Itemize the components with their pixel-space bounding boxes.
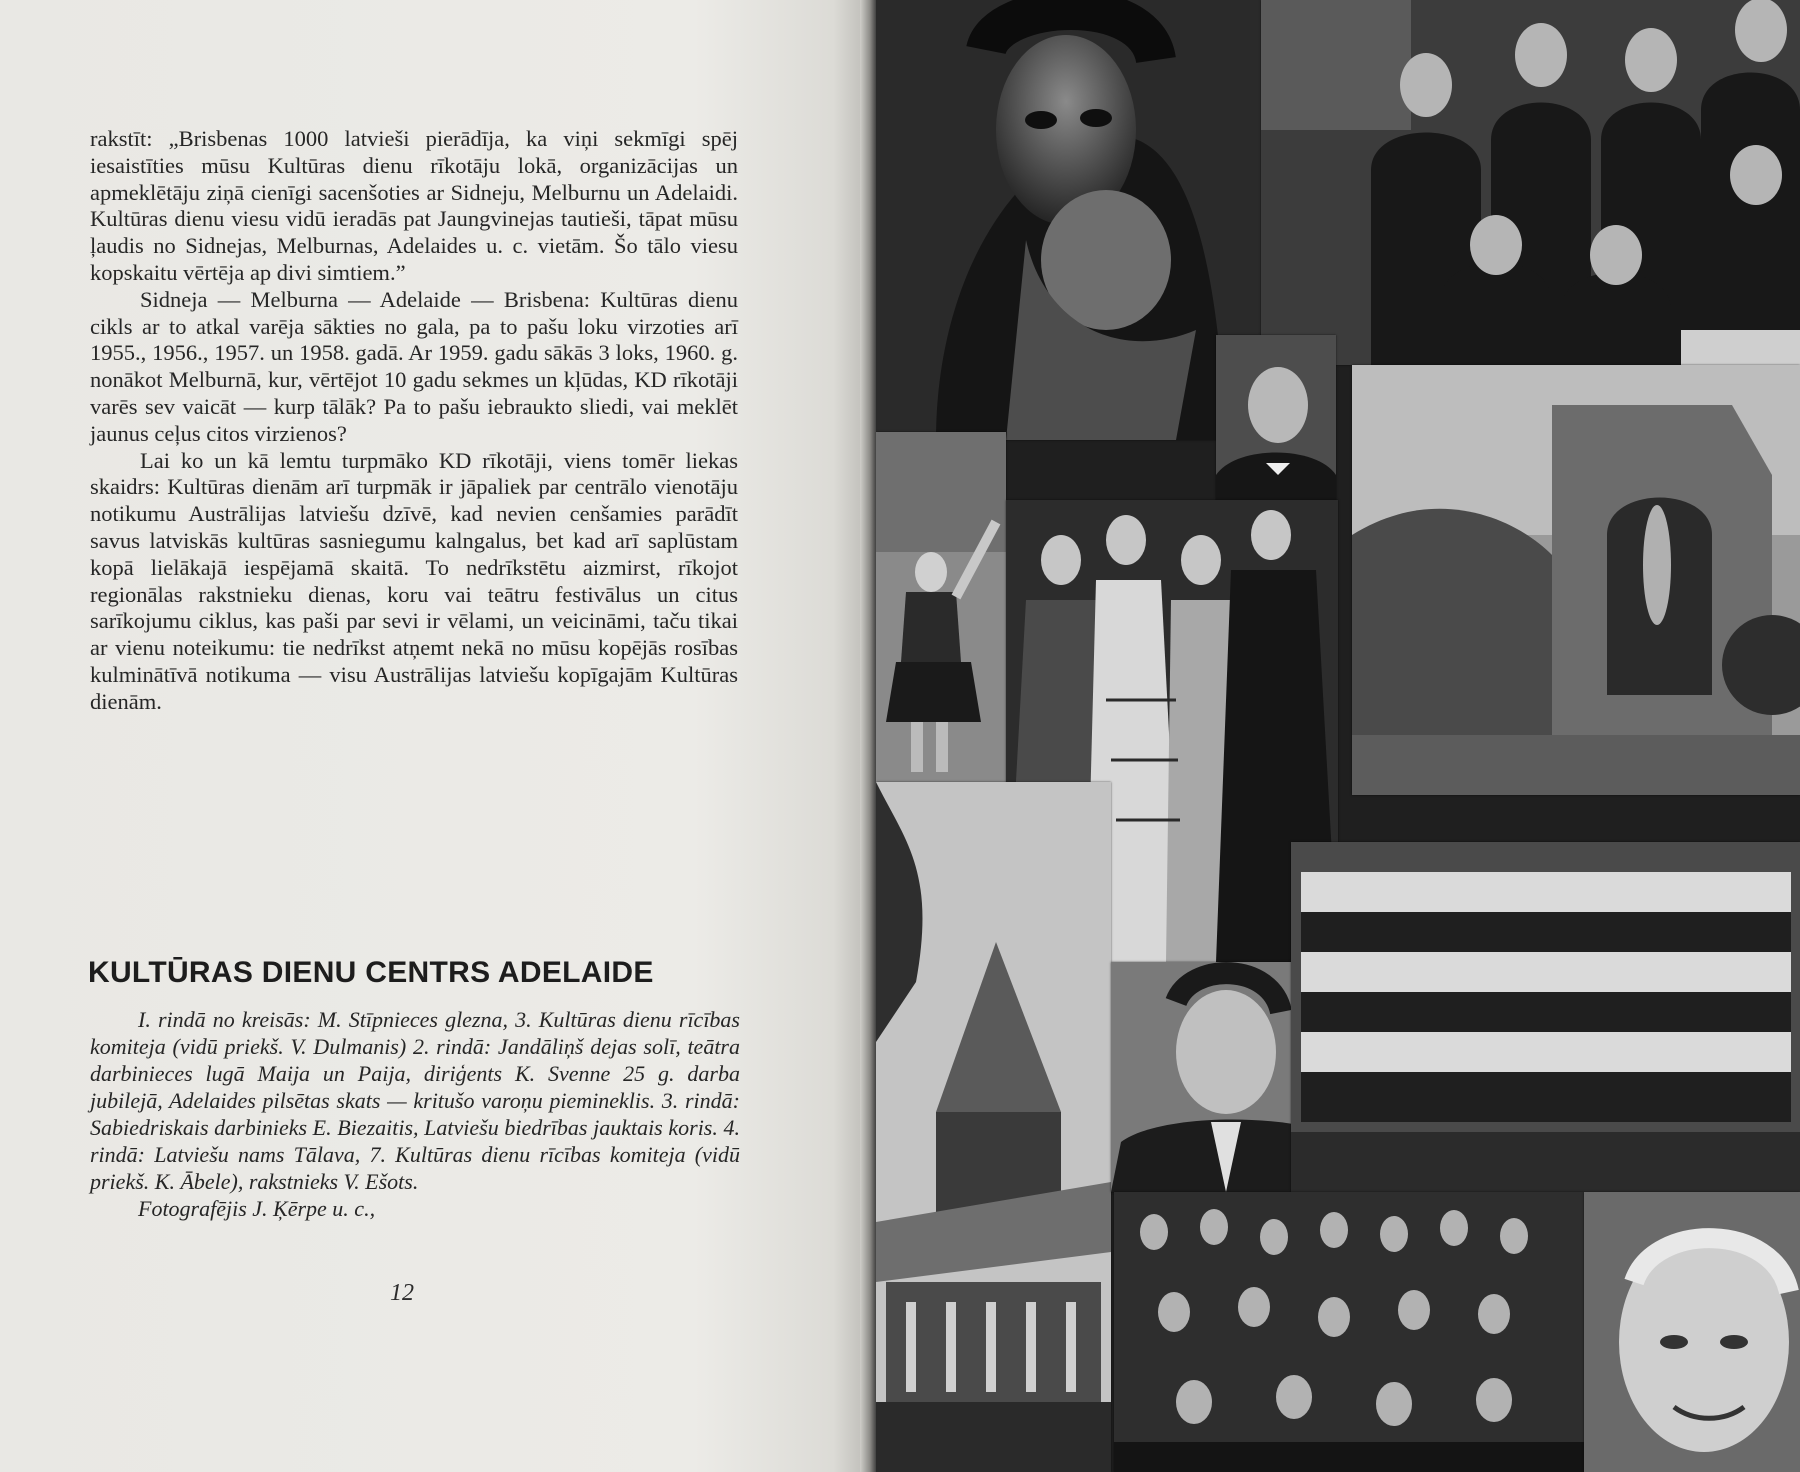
folk-dancer-icon	[876, 432, 1006, 782]
choir-photo	[1291, 842, 1800, 1192]
man-portrait-icon	[1216, 335, 1336, 505]
tower-photo	[876, 782, 1111, 1472]
photo-credit: Fotografējis J. Ķērpe u. c.,	[138, 1196, 376, 1221]
choir-group-icon	[1291, 842, 1800, 1192]
paragraph: Sidneja — Melburna — Adelaide — Brisbena: Kultūras dienu cikls ar to atkal varēja sākties no gala, pa to pašu loku virzoties arī 1955., 1956., 1957. un 1958. gadā. Ar 1959. gadu sākās 3 loks, 1960. g. nonākot Melburnā, kur, vērtējot 10 gadu sekmes un kļūdas, KD rīkotāji varēs sev vaicāt — kurp tālāk? Pa to pašu iebraukto sliedi, vai meklēt jaunus ceļus citos virzienos?	[90, 286, 738, 446]
painting-photo	[876, 0, 1261, 440]
group-of-men-icon	[1261, 0, 1800, 365]
photo-caption	[90, 1006, 740, 1222]
photo-collage-page	[876, 0, 1800, 1472]
mother-child-painting-icon	[876, 0, 1261, 440]
paragraph: Lai ko un kā lemtu turpmāko KD rīkotāji, viens tomēr liekas skaidrs: Kultūras dienām arī turpmāk ir jāpaliek par centrālo vienotāju notikumu Austrālijas latviešu dzīvē, kad nevien cenšamies parādīt savus latviskās kultūras sasniegumu kalngalus, bet kad arī saplūstam kopā lielākajā iespējamā skaitā. To nedrīkstētu aizmirst, rīkojot regionālas rakstnieku dienas, koru vai teātru festivālus un citus sarīkojumu ciklus, kas paši par sevi ir vēlami, un veicināmi, taču tikai ar vienu noteikumu: tie nedrīkst atņemt nekā no mūsu kopējās rosības kulminātīvā notikuma — visu Austrālijas latviešu kopīgajām Kultūras dienām.	[90, 447, 738, 714]
conductor-photo	[1216, 335, 1336, 505]
memorial-photo	[1352, 365, 1800, 795]
paragraph: rakstīt: „Brisbenas 1000 latvieši pierādīja, ka viņi sekmīgi spēj iesaistīties mūsu Kultūras dienu rīkotāju lokā, organizācijas un apmeklētāju ziņā cienīgi sacenšoties ar Sidneju, Melburnu un Adelaidi. Kultūras dienu viesu vidū ieradās pat Jaungvinejas tautieši, tāpat mūsu ļaudis no Sidnejas, Melburnas, Adelaides u. c. vietām. Šo tālo viesu kopskaitu vērtēja ap divi simtiem.”	[90, 126, 738, 285]
caption-text: I. rindā no kreisās: M. Stīpnieces glezna, 3. Kultūras dienu rīcības komiteja (vidū priekš. V. Dulmanis) 2. rindā: Jandāliņš dejas solī, teātra darbinieces lugā Maija un Paija, diriģents K. Svenne 25 g. darba jubilejā, Adelaides pilsētas skats — kritušo varoņu piemineklis. 3. rindā: Sabiedriskais darbinieks E. Biezaitis, Latviešu biedrības jauktais koris. 4. rindā: Latviešu nams Tālava, 7. Kultūras dienu rīcības komiteja (vidū priekš. K. Ābele), rakstnieks V. Ešots.	[90, 1007, 740, 1194]
committee-2-photo	[1114, 1192, 1584, 1472]
left-page	[0, 0, 868, 1472]
man-portrait-icon	[1584, 1192, 1800, 1472]
writer-photo	[1584, 1192, 1800, 1472]
dancer-photo	[876, 432, 1006, 782]
group-of-people-icon	[1114, 1192, 1584, 1472]
war-memorial-icon	[1352, 365, 1800, 795]
body-text	[90, 126, 738, 716]
page-number: 12	[390, 1280, 414, 1306]
section-heading: KULTŪRAS DIENU CENTRS ADELAIDE	[88, 956, 654, 989]
church-tower-icon	[876, 782, 1111, 1472]
committee-photo	[1261, 0, 1800, 365]
